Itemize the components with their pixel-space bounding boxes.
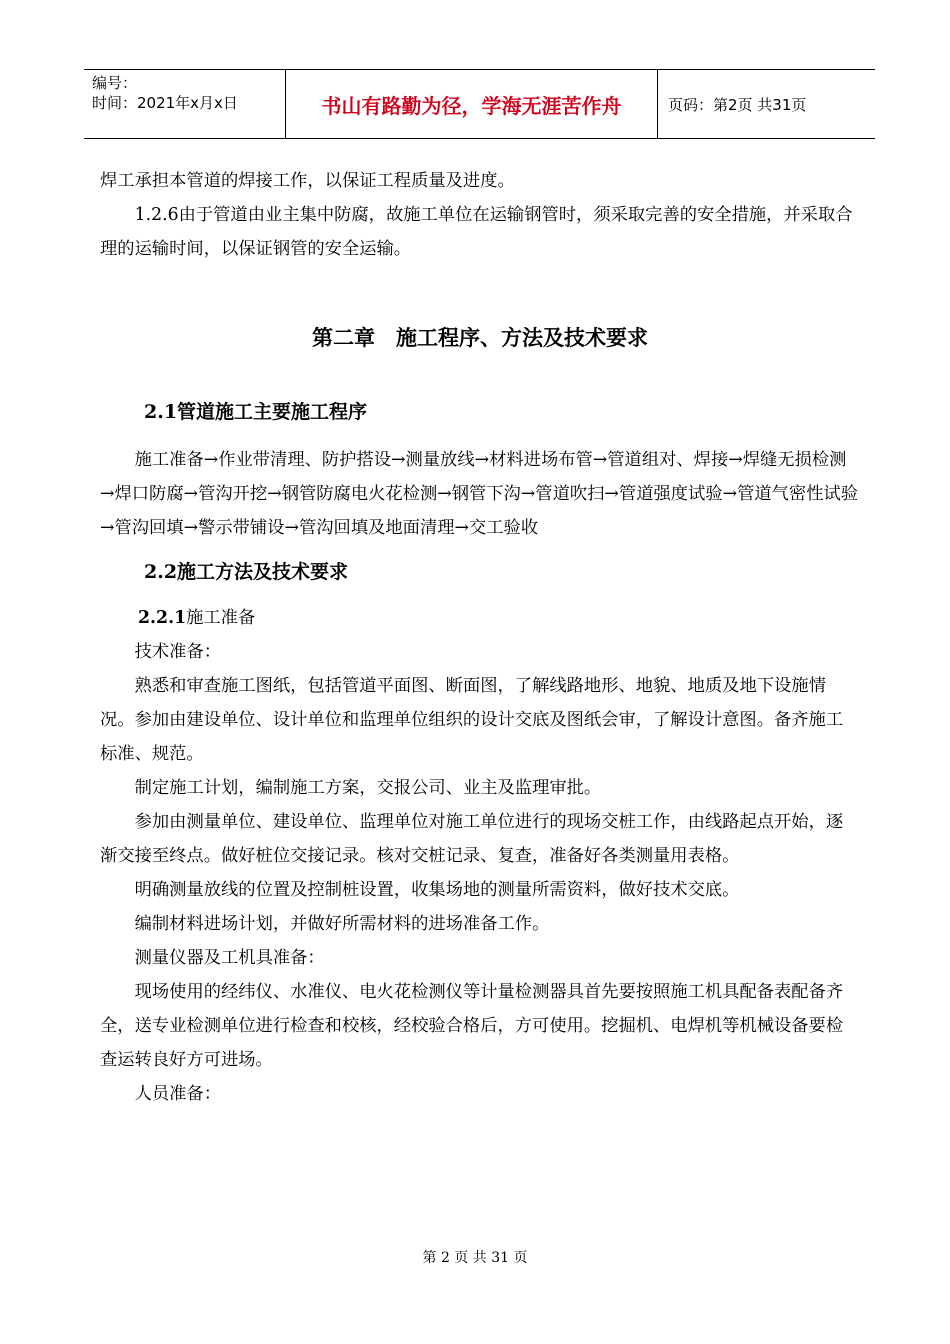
subsection-heading	[100, 601, 860, 635]
header-motto: 书山有路勤为径，学海无涯苦作舟	[286, 70, 658, 138]
paragraph: 1.2.6由于管道由业主集中防腐，故施工单位在运输钢管时，须采取完善的安全措施，并采取合理的运输时间，以保证钢管的安全运输。	[100, 205, 853, 259]
paragraph: 明确测量放线的位置及控制桩设置，收集场地的测量所需资料，做好技术交底。	[134, 880, 740, 900]
chapter-title: 第二章 施工程序、方法及技术要求	[312, 325, 648, 350]
document-body	[100, 164, 860, 1111]
page-footer: 第 2 页 共 31 页	[422, 1250, 528, 1266]
paragraph: 熟悉和审查施工图纸，包括管道平面图、断面图，了解线路地形、地貌、地质及地下设施情况。参加由建设单位、设计单位和监理单位组织的设计交底及图纸会审，了解设计意图。备齐施工标准、规范。	[100, 676, 844, 764]
section-heading: 2.2施工方法及技术要求	[144, 561, 349, 583]
document-header	[84, 69, 875, 139]
subsection-number: 2.2.1	[138, 608, 187, 628]
header-page-label: 页码：第2页 共31页	[668, 95, 807, 114]
paragraph: 焊工承担本管道的焊接工作，以保证工程质量及进度。	[100, 171, 515, 191]
paragraph: 施工准备→作业带清理、防护搭设→测量放线→材料进场布管→管道组对、焊接→焊缝无损检测→焊口防腐→管沟开挖→钢管防腐电火花检测→钢管下沟→管道吹扫→管道强度试验→管道气密性试验→管沟回填→警示带铺设→管沟回填及地面清理→交工验收	[100, 450, 859, 538]
paragraph: 测量仪器及工机具准备：	[134, 948, 325, 968]
paragraph: 参加由测量单位、建设单位、监理单位对施工单位进行的现场交桩工作，由线路起点开始，逐渐交接至终点。做好桩位交接记录。核对交桩记录、复查，准备好各类测量用表格。	[100, 812, 844, 866]
paragraph: 编制材料进场计划，并做好所需材料的进场准备工作。	[134, 914, 550, 934]
header-meta	[84, 70, 286, 138]
subsection-title: 施工准备	[186, 608, 256, 628]
section-heading: 2.1管道施工主要施工程序	[144, 401, 368, 423]
number-label: 编号：	[92, 74, 138, 92]
paragraph: 制定施工计划，编制施工方案，交报公司、业主及监理审批。	[134, 778, 602, 798]
paragraph: 现场使用的经纬仪、水准仪、电火花检测仪等计量检测器具首先要按照施工机具配备表配备齐全，送专业检测单位进行检查和校核，经校验合格后，方可使用。挖掘机、电焊机等机械设备要检查运转良好方可进场。	[100, 982, 844, 1070]
paragraph: 技术准备：	[134, 642, 222, 662]
time-label: 时间：2021年x月x日	[92, 94, 238, 112]
paragraph: 人员准备：	[134, 1084, 222, 1104]
